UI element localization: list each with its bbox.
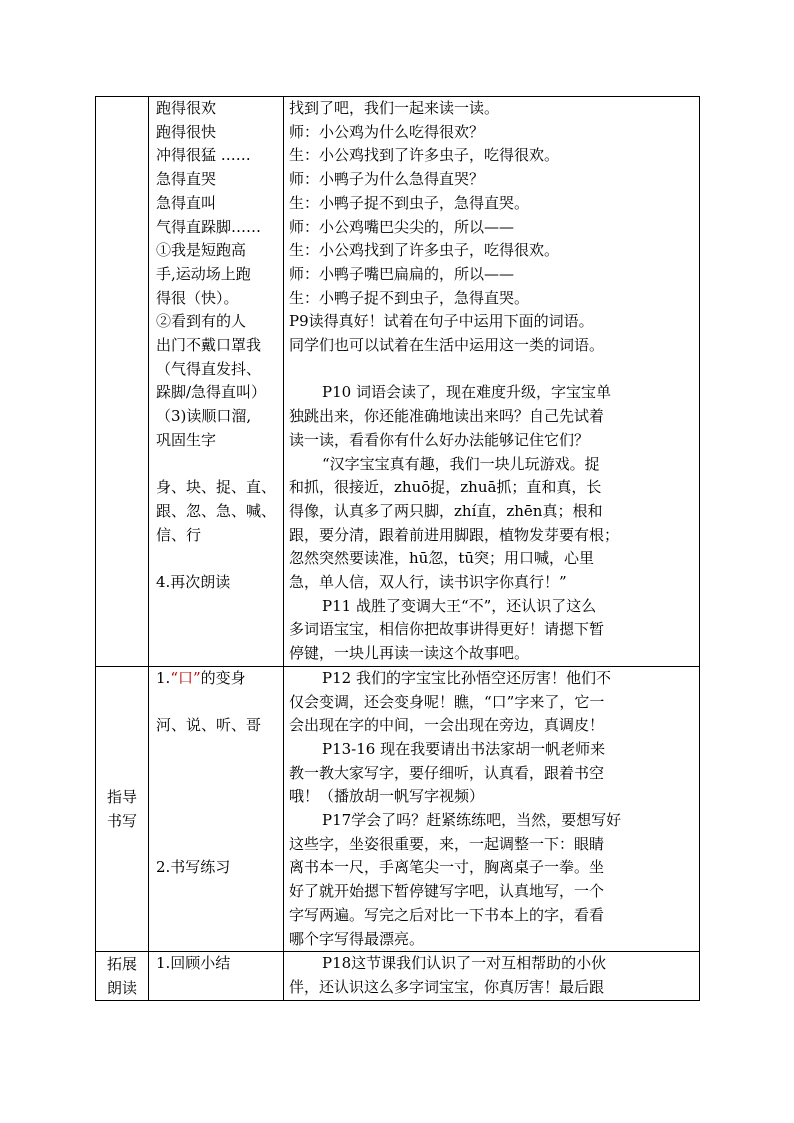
content-line: “汉字宝宝真有趣，我们一块儿玩游戏。捉 [322,454,600,473]
content-line: 字写两遍。写完之后对比一下书本上的字，看看 [289,905,605,924]
content-line: P11 战胜了变调大王“不”，还认识了这么 [322,596,597,615]
content-line: 得像，认真多了两只脚，zhí直，zhēn真；根和 [289,501,603,520]
activity-line: 信、行 [156,525,202,544]
content-line: P13-16 现在我要请出书法家胡一帆老师来 [322,739,606,758]
content-line: 哦！（播放胡一帆写字视频） [289,787,485,806]
content-line: P12 我们的字宝宝比孙悟空还厉害！他们不 [322,668,611,687]
content-line: 跟，要分清，跟着前进用脚跟，植物发芽要有根； [289,525,620,544]
blank-line [156,809,283,833]
content-line: 独跳出来，你还能准确地读出来吗？自己先试着 [289,407,605,426]
activity-line: 身、块、捉、直、 [156,478,277,497]
content-line: 读一读，看看你有什么好办法能够记住它们？ [289,430,590,449]
content-line: P18这节课我们认识了一对互相帮助的小伙 [322,954,607,973]
content-line: 生：小公鸡找到了许多虫子，吃得很欢。 [289,241,560,260]
section-label: 书写 [106,812,137,831]
content-line: 这些字，坐姿很重要，来，一起调整一下：眼睛 [289,834,605,853]
content-line: 仅会变调，还会变身呢！瞧，“口”字来了，它一 [289,692,605,711]
content-line: 急，单人信，双人行，读书识字你真行！” [289,573,567,592]
content-line: P17学会了吗？赶紧练练吧，当然，要想写好 [322,811,622,830]
content-line: 伴，还认识这么多字词宝宝，你真厉害！最后跟 [289,978,605,996]
blank-line [156,785,283,809]
content-line: 忽然突然要读准，hū忽，tū突；用口喊，心里 [289,549,595,568]
activity-line: 冲得很猛 …… [156,146,251,165]
content-line: 生：小公鸡找到了许多虫子，吃得很欢。 [289,146,560,165]
activity-line: 得很（快）。 [156,288,239,307]
content-line: P10 词语会读了，现在难度升级，字宝宝单 [322,383,611,402]
section-label: 朗读 [106,979,137,998]
content-line: 离书本一尺，手离笔尖一寸，胸离桌子一拳。坐 [289,858,605,877]
content-line: 停键，一块儿再读一读这个故事吧。 [289,644,530,663]
blank-line [289,358,699,382]
activity-line: 巩固生字 [156,430,217,449]
activity-line: （气得直发抖、 [156,359,262,378]
activity-cell [149,952,284,1001]
blank-line [156,833,283,857]
activity-line: 1.回顾小结 [156,954,231,973]
activity-line: 急得直哭 [156,170,217,189]
blank-line [156,691,283,715]
content-line: 多词语宝宝，相信你把故事讲得更好！请摁下暂 [289,620,605,639]
activity-line: 气得直跺脚…… [156,217,262,236]
content-line: 哪个字写得最漂亮。 [289,929,425,948]
blank-line [156,453,283,477]
table-row [96,666,700,951]
content-line: 生：小鸭子捉不到虫子，急得直哭。 [289,288,530,307]
blank-line [156,762,283,786]
activity-line: 跟、忽、急、喊、 [156,501,277,520]
activity-line: 手,运动场上跑 [156,264,251,283]
content-line: 会出现在字的中间，一会出现在旁边，真调皮！ [289,716,605,735]
activity-line: 跺脚/急得直叫） [156,383,267,402]
activity-line: 出门不戴口罩我 [156,336,262,355]
activity-line: 跑得很快 [156,122,217,141]
activity-line: （3)读顺口溜, [156,407,252,426]
content-cell [284,666,700,951]
content-line: 师：小公鸡嘴巴尖尖的，所以—— [289,217,515,236]
activity-line: 跑得很欢 [156,99,217,117]
content-line: 师：小鸭子为什么急得直哭？ [289,170,485,189]
activity-line: 河、说、听、哥 [156,716,262,735]
section-label: 拓展 [106,955,137,974]
item-text: 的变身 [200,668,246,687]
content-line: P9读得真好！试着在句子中运用下面的词语。 [289,312,594,331]
section-label: 指导 [106,788,137,807]
content-line: 和抓，很接近，zhuō捉，zhuā抓；直和真，长 [289,478,602,497]
activity-line: ②看到有的人 [156,312,247,331]
content-line: 生：小鸭子捉不到虫子，急得直哭。 [289,193,530,212]
section-cell-reading [96,952,149,1001]
activity-line: 4.再次朗读 [156,573,231,592]
content-line: 好了就开始摁下暂停键写字吧，认真地写，一个 [289,882,605,901]
blank-line [156,738,283,762]
content-line: 师：小公鸡为什么吃得很欢？ [289,122,485,141]
content-line: 同学们也可以试着在生活中运用这一类的词语。 [289,336,605,355]
content-cell [284,97,700,667]
activity-line [156,667,283,691]
activity-line: ①我是短跑高 [156,241,247,260]
activity-line: 急得直叫 [156,193,217,212]
content-line: 教一教大家写字，要仔细听，认真看，跟着书空 [289,763,605,782]
section-cell-writing [96,666,149,951]
activity-cell [149,666,284,951]
table-row [96,97,700,667]
content-cell [284,952,700,1001]
activity-cell [149,97,284,667]
blank-line [156,547,283,571]
item-number: 1. [156,668,171,687]
section-cell-empty [96,97,149,667]
lesson-plan-table [95,96,700,1001]
content-line: 找到了吧，我们一起来读一读。 [289,99,500,117]
activity-line: 2.书写练习 [156,858,231,877]
table-row [96,952,700,1001]
content-line: 师：小鸭子嘴巴扁扁的，所以—— [289,264,515,283]
highlighted-character: “口” [170,668,201,687]
